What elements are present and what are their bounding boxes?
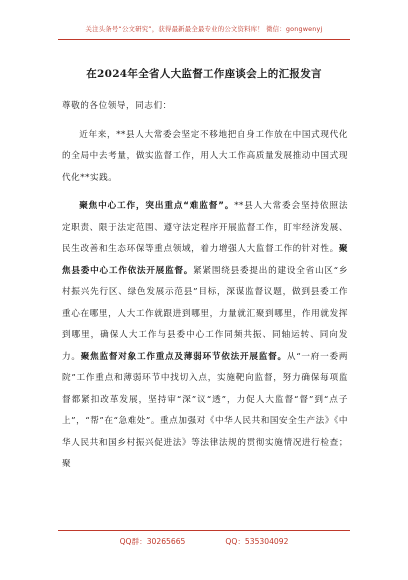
section-1-heading: 聚焦中心工作，突出重点“难监督”。 <box>79 201 235 211</box>
salutation: 尊敬的各位领导，同志们： <box>62 101 172 111</box>
section-2-heading: 聚焦监督对象工作重点及薄弱环节依法开展监督。 <box>80 351 287 362</box>
paragraph-section-1 <box>62 196 348 476</box>
footer-divider <box>58 530 350 531</box>
footer-qq-contact: QQ：535304092 <box>225 537 289 546</box>
document-title: 在2024年全省人大监督工作座谈会上的汇报发言 <box>86 68 322 80</box>
section-1-sub-text: 紧紧围绕县委提出的建设全省山区“乡村振兴先行区、绿色发展示范县”目标，深谋监督议题，做到县委工作重心在哪里，人大工作就跟进到哪里，力量就汇聚到哪里，作用就发挥到哪里，确保人大工作与县委中心工作同频共振、同轴运转、同向发力。 <box>62 265 348 362</box>
footer-qq-group: QQ群：30265665 <box>119 537 186 546</box>
footer-banner <box>0 536 408 547</box>
section-1-sub-heading: 聚焦县委中心工作依法开展监督。 <box>62 244 348 276</box>
document-body <box>62 96 348 476</box>
paragraph-intro: 近年来，**县人大常委会坚定不移地把自身工作放在中国式现代化的全局中去考量，做实监督工作，用人大工作高质量发展推动中国式现代化**实践。 <box>62 129 348 183</box>
header-divider <box>58 39 350 40</box>
section-1-text: **县人大常委会坚持依照法定职责、限于法定范围、遵守法定程序开展监督工作，盯牢经济发展、民生改善和生态环保等重点领域，着力增强人大监督工作的针对性。 <box>62 201 348 254</box>
section-2-text: 从“一府一委两院”工作重点和薄弱环节中找切入点，实施靶向监督，努力确保每项监督都紧扣改革发展，坚持审“深”议“透”，力促人大监督“督”到“点子上”，“帮”在“急难处”。重点加强对《中华人民共和国安全生产法》《中华人民共和国乡村振兴促进法》等法律法规的贯彻实施情况进行检查；聚 <box>62 351 348 469</box>
header-banner: 关注头条号“公文研究”，获得最新最全最专业的公文资料库！ 微信：gongwenyj <box>85 25 323 33</box>
